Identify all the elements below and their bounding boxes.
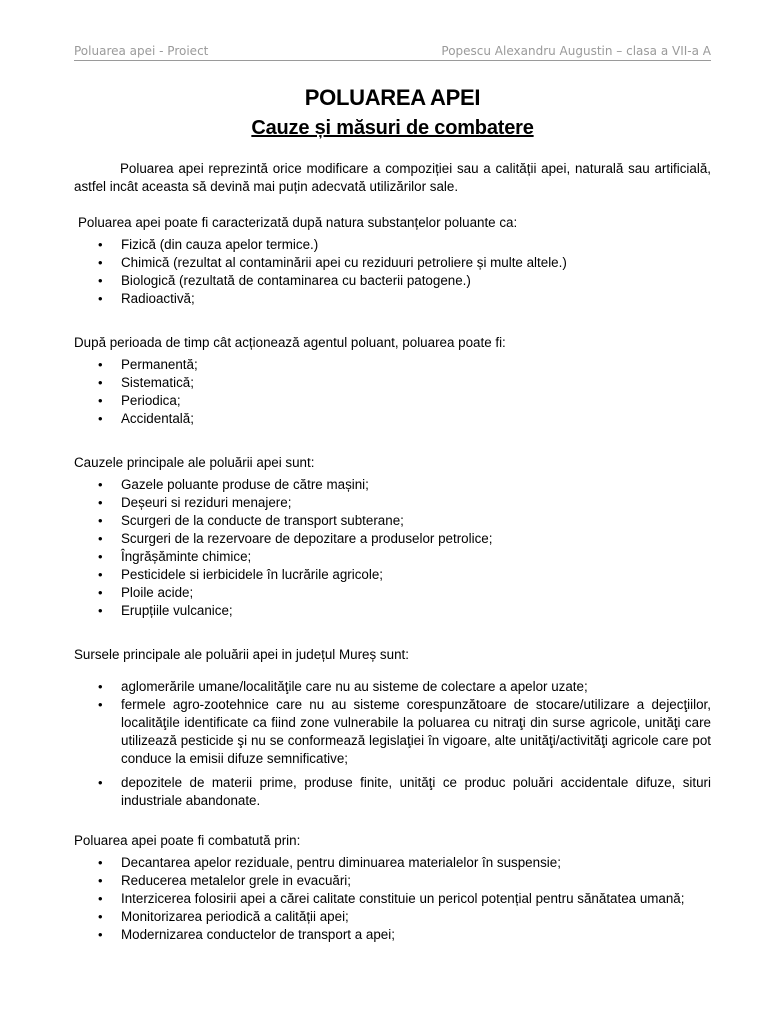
header-author: Popescu Alexandru Augustin – clasa a VII-a A — [441, 44, 711, 58]
list-item: • Biologică (rezultată de contaminarea cu bacterii patogene.) — [121, 272, 711, 290]
list-item: • Ploile acide; — [121, 584, 711, 602]
list-item: • Permanentă; — [121, 356, 711, 374]
list-item: • Gazele poluante produse de către mașini; — [121, 476, 711, 494]
document-subtitle: Cauze și măsuri de combatere — [251, 117, 534, 139]
document-body — [74, 84, 711, 944]
intro-paragraph: Poluarea apei reprezintă orice modificare a compoziției sau a calității apei, naturală sau artificială, astfel incât aceasta să devină mai puțin adecvată utilizărilor sale. — [74, 161, 711, 194]
section-lead-causes: Cauzele principale ale poluării apei sunt: — [74, 455, 315, 470]
list-item: • Decantarea apelor reziduale, pentru diminuarea materialelor în suspensie; — [121, 854, 711, 872]
list-item: • Monitorizarea periodică a calității apei; — [121, 908, 711, 926]
page-header — [74, 44, 711, 61]
list-item: • Scurgeri de la conducte de transport subterane; — [121, 512, 711, 530]
list-item: • Îngrășăminte chimice; — [121, 548, 711, 566]
list-item: • fermele agro-zootehnice care nu au sisteme corespunzătoare de stocare/utilizare a dejecţiilor, localităţile identificate ca fiind zone vulnerabile la poluarea cu nitraţi din surse agricole, unităţi care utilizează pesticide şi nu se conformează legislaţiei în vigoare, alte unităţi/activităţi agricole care pot conduce la emisii difuze semnificative; — [121, 696, 711, 768]
list-item: • Deșeuri si reziduri menajere; — [121, 494, 711, 512]
list-period — [74, 356, 711, 428]
list-item: • Radioactivă; — [121, 290, 711, 308]
list-item: • Scurgeri de la rezervoare de depozitare a produselor petrolice; — [121, 530, 711, 548]
list-nature — [74, 236, 711, 308]
list-item: • Chimică (rezultat al contaminării apei cu reziduuri petroliere și multe altele.) — [121, 254, 711, 272]
header-project-title: Poluarea apei - Proiect — [74, 44, 209, 58]
section-lead-measures: Poluarea apei poate fi combatută prin: — [74, 833, 301, 848]
section-lead-sources: Sursele principale ale poluării apei in județul Mureș sunt: — [74, 647, 409, 662]
list-measures — [74, 854, 711, 944]
section-lead-nature: Poluarea apei poate fi caracterizată după natura substanțelor poluante ca: — [78, 215, 518, 230]
list-item: • Modernizarea conductelor de transport a apei; — [121, 926, 711, 944]
list-item: • Periodica; — [121, 392, 711, 410]
list-item: • Reducerea metalelor grele in evacuări; — [121, 872, 711, 890]
list-sources — [74, 678, 711, 810]
list-item: • Pesticidele si ierbicidele în lucrările agricole; — [121, 566, 711, 584]
list-item: • Accidentală; — [121, 410, 711, 428]
document-title: POLUAREA APEI — [304, 85, 481, 110]
list-item: • Fizică (din cauza apelor termice.) — [121, 236, 711, 254]
list-causes — [74, 476, 711, 620]
list-item: • Interzicerea folosirii apei a cărei calitate constituie un pericol potențial pentru sănătatea umană; — [121, 890, 711, 908]
list-item: • Sistematică; — [121, 374, 711, 392]
section-lead-period: După perioada de timp cât acționează agentul poluant, poluarea poate fi: — [74, 335, 506, 350]
list-item: • depozitele de materii prime, produse finite, unităţi ce produc poluări accidentale difuze, situri industriale abandonate. — [121, 774, 711, 810]
list-item: • aglomerările umane/localităţile care nu au sisteme de colectare a apelor uzate; — [121, 678, 711, 696]
list-item: • Erupțiile vulcanice; — [121, 602, 711, 620]
